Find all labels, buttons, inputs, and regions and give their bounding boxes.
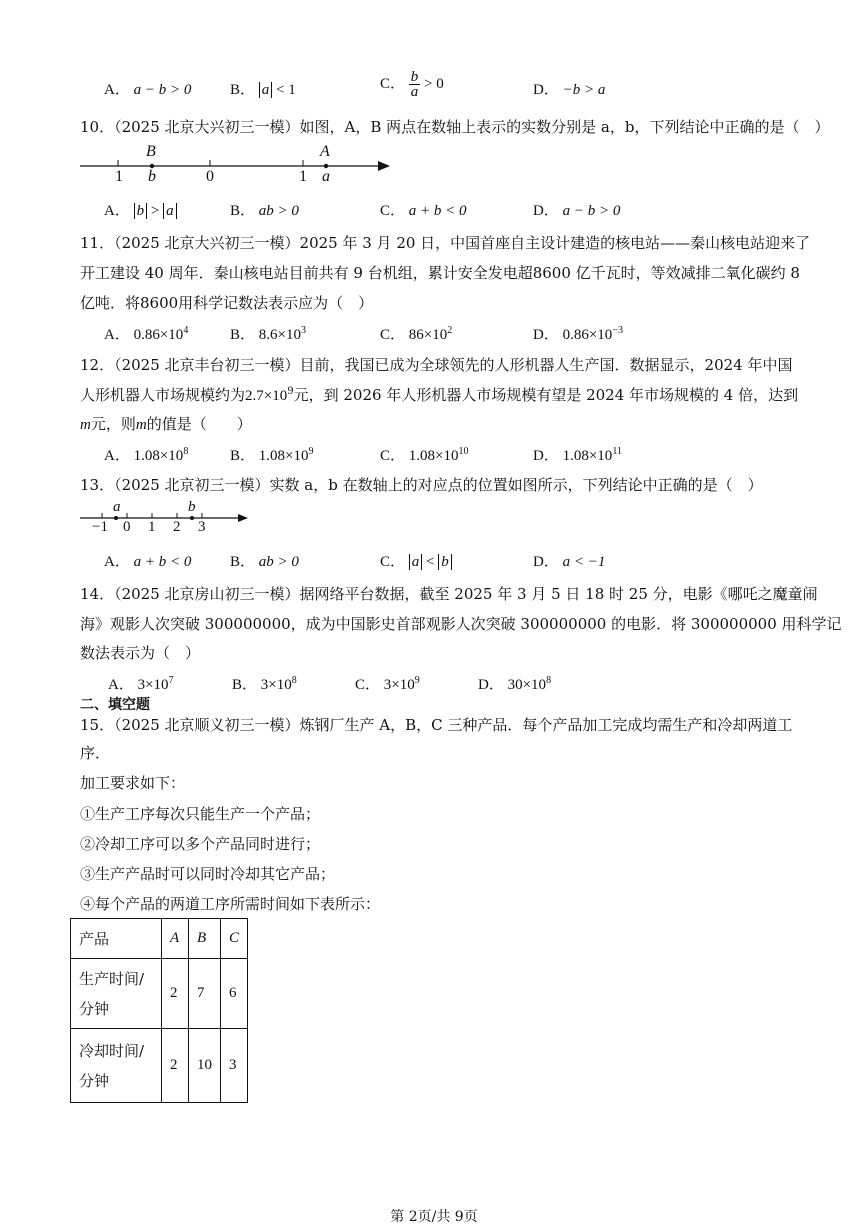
table-row-label: 生产时间/ 分钟 [71, 959, 162, 1029]
q11-line-1: 11．（2025 北京大兴初三一模）2025 年 3 月 20 日，中国首座自主设计建造的核电站——秦山核电站迎来了 [80, 234, 811, 252]
q10-option-b: B． ab > 0 [230, 203, 299, 219]
q12-line-2: 人形机器人市场规模约为$2.7\times 10^9$元，到 2026 年人形机器人市场规模有望是 2024 年市场规模的 4 倍，达到 [80, 386, 799, 404]
q9-option-a: A． a − b > 0 [104, 82, 192, 98]
q15-line-3: 加工要求如下： [80, 774, 186, 792]
q15-requirement-4: ④每个产品的两道工序所需时间如下表所示： [80, 895, 381, 913]
q13-point-a-label: a [113, 499, 121, 515]
q10-point-a-label: A [320, 143, 330, 160]
q11-option-b: B． $8.6\times 10^3$ [230, 325, 306, 343]
q13-stem: 13．（2025 北京初三一模）实数 a，b 在数轴上的对应点的位置如图所示，下列结论中正确的是（ ） [80, 476, 763, 494]
q14-line-1: 14．（2025 北京房山初三一模）据网络平台数据，截至 2025 年 3 月 5 日 18 时 25 分，电影《哪吒之魔童闹 [80, 585, 818, 603]
q13-tick-2: 2 [173, 519, 181, 535]
q15-line-1: 15．（2025 北京顺义初三一模）炼钢厂生产 A，B，C 三种产品．每个产品加工完成均需生产和冷却两道工 [80, 716, 793, 734]
q13-tick-0: 0 [123, 519, 131, 535]
q11-line-2: 开工建设 40 周年．秦山核电站目前共有 9 台机组，累计安全发电超8600 亿千瓦时，等效减排二氧化碳约 8 [80, 264, 800, 282]
table-row-label: 冷却时间/ 分钟 [71, 1029, 162, 1103]
q10-one-label: 1 [299, 168, 307, 185]
q10-number-line [78, 140, 398, 190]
table-cell: 7 [189, 959, 221, 1029]
q10-a-label: a [322, 168, 330, 185]
q15-requirement-2: ②冷却工序可以多个产品同时进行； [80, 835, 321, 853]
table-header-cell: B [189, 919, 221, 959]
q11-option-d: D． $0.86\times 10^{-3}$ [533, 325, 623, 343]
q10-b-label: b [148, 168, 156, 185]
q13-option-d: D． a < −1 [533, 554, 606, 570]
table-header-cell: C [221, 919, 248, 959]
q14-option-b: B． $3\times 10^8$ [232, 675, 297, 693]
q10-tick-label: 1 [115, 168, 123, 185]
q14-line-3: 数法表示为（ ） [80, 644, 201, 662]
q10-option-d: D． a − b > 0 [533, 203, 621, 219]
table-header-cell: 产品 [71, 919, 162, 959]
q12-option-b: B． $1.08\times 10^9$ [230, 446, 314, 464]
page-footer: 第 2页/共 9页 [390, 1209, 478, 1225]
table-cell: 6 [221, 959, 248, 1029]
q13-tick-3: 3 [198, 519, 206, 535]
q12-line-1: 12．（2025 北京丰台初三一模）目前，我国已成为全球领先的人形机器人生产国．数据显示，2024 年中国 [80, 356, 793, 374]
q11-line-3: 亿吨．将8600用科学记数法表示应为（ ） [80, 294, 374, 312]
q10-option-c: C． a + b < 0 [380, 203, 467, 219]
table-cell: 2 [162, 1029, 189, 1103]
q13-point-b-label: b [188, 499, 196, 515]
q14-option-c: C． $3\times 10^9$ [355, 675, 420, 693]
table-header-cell: A [162, 919, 189, 959]
table-row [71, 959, 248, 1029]
q12-line-3: m元，则m的值是（ ） [80, 415, 252, 433]
q13-tick-1: 1 [148, 519, 156, 535]
q11-option-a: A． $0.86\times 10^4$ [104, 325, 189, 343]
q10-stem: 10．（2025 北京大兴初三一模）如图，A，B 两点在数轴上表示的实数分别是 a，b，下列结论中正确的是（ ） [80, 118, 830, 136]
table-header-row [71, 919, 248, 959]
q15-line-2: 序． [80, 744, 111, 762]
q14-option-a: A． $3\times 10^7$ [108, 675, 174, 693]
table-cell: 3 [221, 1029, 248, 1103]
section-heading: 二、填空题 [80, 697, 150, 713]
q13-option-c: C． a < b [380, 550, 452, 571]
q12-option-d: D． $1.08\times 10^{11}$ [533, 446, 622, 464]
q12-option-c: C． $1.08\times 10^{10}$ [380, 446, 469, 464]
q13-tick-minus1: −1 [92, 519, 108, 535]
table-cell: 10 [189, 1029, 221, 1103]
q15-time-table [70, 918, 248, 1103]
q14-line-2: 海》观影人次突破 300000000，成为中国影史首部观影人次突破 300000000 的电影．将 300000000 用科学记 [80, 615, 842, 633]
q14-option-d: D． $30\times 10^8$ [478, 675, 552, 693]
q15-requirement-1: ①生产工序每次只能生产一个产品； [80, 805, 321, 823]
q12-option-a: A． $1.08\times 10^8$ [104, 446, 189, 464]
q9-option-b: B． a < 1 [230, 82, 296, 98]
q9-option-d: D． −b > a [533, 82, 606, 98]
q10-zero-label: 0 [206, 168, 214, 185]
q11-option-c: C． $86\times 10^2$ [380, 325, 453, 343]
q13-option-a: A． a + b < 0 [104, 554, 192, 570]
q9-option-c: C． $\frac{b}{a}$ > 0 [380, 69, 444, 100]
q13-option-b: B． ab > 0 [230, 554, 299, 570]
table-row [71, 1029, 248, 1103]
q15-requirement-3: ③生产产品时可以同时冷却其它产品； [80, 865, 336, 883]
q10-point-b-label: B [146, 143, 156, 160]
table-cell: 2 [162, 959, 189, 1029]
q10-option-a: A． b > a [104, 199, 177, 220]
